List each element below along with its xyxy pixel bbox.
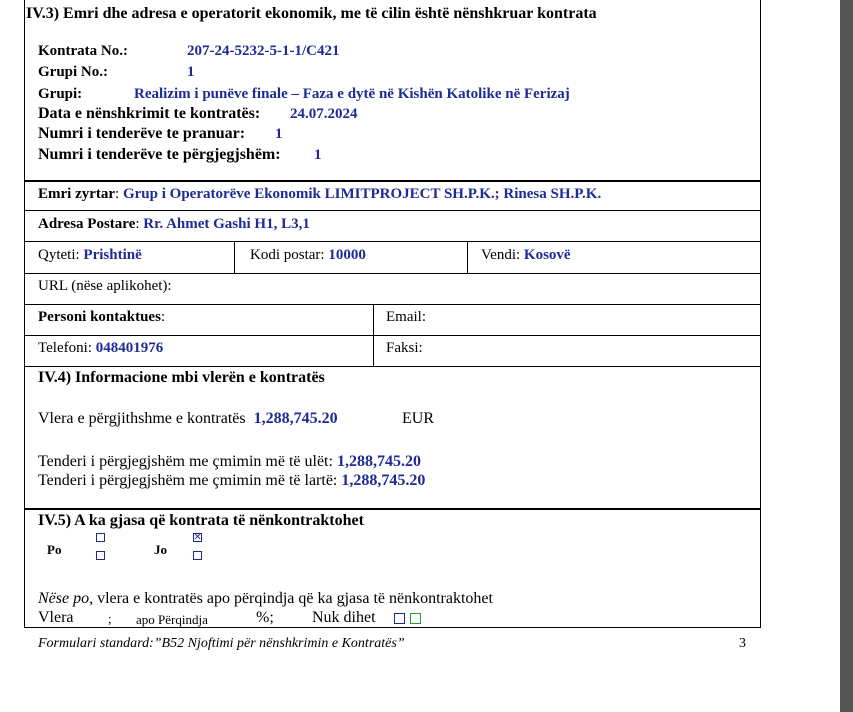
group-value: Realizim i punëve finale – Faza e dytë në Kishën Katolike në Ferizaj (134, 86, 570, 102)
contract-no-value: 207-24-5232-5-1-1/C421 (187, 43, 340, 59)
highest-price-label: Tenderi i përgjegjshëm me çmimin më të lartë: (38, 472, 338, 489)
group-no-label: Grupi No.: (38, 64, 109, 80)
divider (24, 273, 761, 274)
if-yes-italic: Nëse po, (38, 590, 94, 607)
divider (24, 366, 761, 367)
group-no-value: 1 (187, 64, 195, 80)
phone-value: 048401976 (95, 340, 164, 356)
official-name-value: Grup i Operatorëve Ekonomik LIMITPROJECT SH.P.K.; Rinesa SH.P.K. (122, 186, 602, 202)
lowest-price-row (38, 453, 421, 471)
value-label: Vlera (38, 609, 74, 626)
postal-code-value: 10000 (328, 247, 366, 263)
lowest-price-value: 1,288,745.20 (336, 453, 421, 470)
postal-address-value: Rr. Ahmet Gashi H1, L3,1 (143, 216, 310, 232)
divider (24, 508, 761, 510)
divider (24, 304, 761, 305)
divider (24, 335, 761, 336)
yes-checkbox[interactable] (96, 551, 105, 560)
country-label: Vendi: (481, 247, 521, 263)
official-name-row: Emri zyrtar: Grup i Operatorëve Ekonomik LIMITPROJECT SH.P.K.; Rinesa SH.P.K. (38, 186, 602, 202)
divider (24, 210, 761, 211)
contract-no-label: Kontrata No.: (38, 43, 128, 59)
percent-label: apo Përqindja (136, 612, 208, 627)
divider (24, 180, 761, 182)
page-edge (840, 0, 853, 712)
city-label: Qyteti: (38, 247, 80, 263)
group-label: Grupi: (38, 86, 83, 102)
section-iv3-heading: IV.3) Emri dhe adresa e operatorit ekonomik, me të cilin është nënshkruar kontrata (26, 5, 597, 22)
no-checkbox-checked[interactable]: ✕ (193, 532, 202, 543)
divider (234, 241, 235, 273)
phone-label: Telefoni: (38, 340, 92, 356)
fax-label: Faksi: (386, 340, 423, 356)
total-value: 1,288,745.20 (253, 410, 338, 427)
divider (24, 241, 761, 242)
highest-price-row (38, 472, 425, 490)
highest-price-value: 1,288,745.20 (341, 472, 426, 489)
sign-date-value: 24.07.2024 (290, 106, 358, 122)
tenders-responsive-value: 1 (314, 147, 322, 163)
unknown-label: Nuk dihet (312, 609, 376, 626)
city-row (38, 246, 142, 264)
yes-label: Po (47, 542, 62, 557)
divider (467, 241, 468, 273)
contact-person-label: Personi kontaktues (38, 309, 161, 325)
url-label: URL (nëse aplikohet): (38, 278, 172, 294)
postal-address-label: Adresa Postare (38, 216, 136, 232)
yes-checkbox-top[interactable] (96, 533, 105, 542)
total-value-row (38, 410, 338, 428)
contact-person-row: Personi kontaktues: (38, 309, 166, 325)
total-value-label: Vlera e përgjithshme e kontratës (38, 410, 246, 427)
unknown-checkbox[interactable] (394, 613, 405, 624)
country-row (481, 246, 571, 264)
email-label: Email: (386, 309, 426, 325)
footer-form-name: Formulari standard:”B52 Njoftimi për nënshkrimin e Kontratës” (38, 636, 405, 651)
city-value: Prishtinë (83, 247, 142, 263)
lowest-price-label: Tenderi i përgjegjshëm me çmimin më të ulët: (38, 453, 333, 470)
postal-code-label: Kodi postar: (250, 247, 325, 263)
tenders-received-value: 1 (275, 126, 283, 142)
country-value: Kosovë (523, 247, 571, 263)
tenders-responsive-label: Numri i tenderëve te përgjegjshëm: (38, 146, 281, 163)
if-yes-text: vlera e kontratës apo përqindja që ka gjasa të nënkontraktohet (93, 590, 493, 607)
tenders-received-label: Numri i tenderëve te pranuar: (38, 125, 246, 142)
page-number: 3 (739, 636, 746, 651)
postal-address-row: Adresa Postare: Rr. Ahmet Gashi H1, L3,1 (38, 216, 310, 232)
semicolon: ; (108, 611, 112, 626)
percent-suffix: %; (256, 609, 274, 626)
section-iv4-heading: IV.4) Informacione mbi vlerën e kontratës (38, 369, 325, 386)
currency: EUR (402, 410, 434, 427)
no-checkbox[interactable] (193, 551, 202, 560)
postal-code-row (250, 246, 366, 264)
sign-date-label: Data e nënshkrimit te kontratës: (38, 105, 261, 122)
official-name-label: Emri zyrtar (38, 186, 116, 202)
no-label: Jo (154, 542, 167, 557)
if-yes-row (38, 590, 493, 608)
section-iv5-heading: IV.5) A ka gjasa që kontrata të nënkontraktohet (38, 512, 364, 529)
unknown-checkbox-alt[interactable] (410, 613, 421, 624)
phone-row (38, 339, 163, 357)
